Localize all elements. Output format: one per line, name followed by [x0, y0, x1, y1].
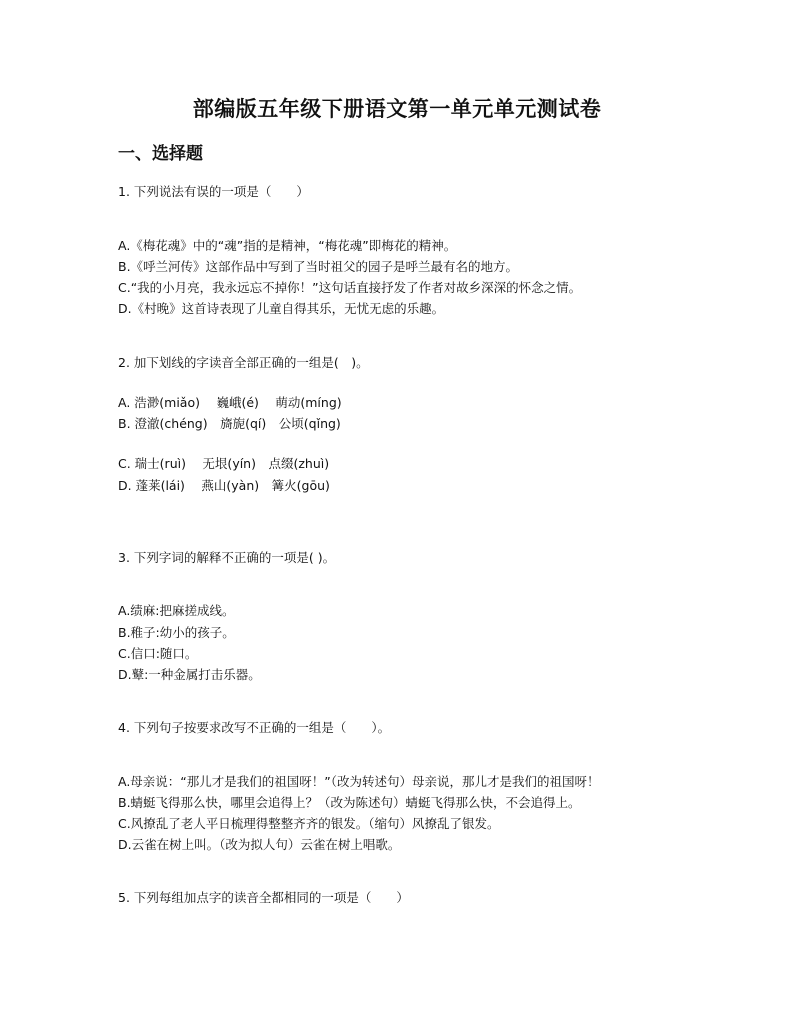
question-4-option-c: C.风撩乱了老人平日梳理得整整齐齐的银发。（缩句）风撩乱了银发。	[118, 816, 500, 831]
question-1-option-a: A.《梅花魂》中的“魂”指的是精神，“梅花魂”即梅花的精神。	[118, 238, 457, 253]
question-3-option-c: C.信口:随口。	[118, 646, 198, 661]
question-3-stem: 3. 下列字词的解释不正确的一项是( )。	[118, 550, 336, 565]
question-1-option-b: B.《呼兰河传》这部作品中写到了当时祖父的园子是呼兰最有名的地方。	[118, 259, 519, 274]
question-1-option-c: C.“我的小月亮，我永远忘不掉你！”这句话直接抒发了作者对故乡深深的怀念之情。	[118, 280, 582, 295]
question-4-option-b: B.蜻蜓飞得那么快，哪里会追得上？（改为陈述句）蜻蜓飞得那么快，不会追得上。	[118, 795, 581, 810]
question-2-option-a: A. 浩渺(miǎo) 巍峨(é) 萌动(míng)	[118, 395, 342, 410]
page-title: 部编版五年级下册语文第一单元单元测试卷	[192, 96, 602, 121]
question-5-stem: 5. 下列每组加点字的读音全都相同的一项是（ ）	[118, 890, 409, 905]
question-4-stem: 4. 下列句子按要求改写不正确的一组是（ ）。	[118, 720, 391, 735]
section-heading: 一、选择题	[118, 144, 203, 164]
question-3-option-a: A.绩麻:把麻搓成线。	[118, 603, 235, 618]
question-4-option-a: A.母亲说：“那儿才是我们的祖国呀！”（改为转述句）母亲说，那儿才是我们的祖国呀！	[118, 774, 600, 789]
question-1-option-d: D.《村晚》这首诗表现了儿童自得其乐，无忧无虑的乐趣。	[118, 301, 445, 316]
question-3-option-d: D.鼙:一种金属打击乐器。	[118, 667, 261, 682]
question-4-option-d: D.云雀在树上叫。（改为拟人句）云雀在树上唱歌。	[118, 837, 401, 852]
question-1-stem: 1. 下列说法有误的一项是（ ）	[118, 184, 309, 199]
question-2-option-d: D. 蓬莱(lái) 燕山(yàn) 篝火(gōu)	[118, 478, 330, 493]
question-2-stem: 2. 加下划线的字读音全部正确的一组是( )。	[118, 355, 369, 370]
question-2-option-c: C. 瑞士(ruì) 无垠(yín) 点缀(zhuì)	[118, 456, 330, 471]
question-3-option-b: B.稚子:幼小的孩子。	[118, 625, 235, 640]
question-2-option-b: B. 澄澈(chéng) 旖旎(qí) 公顷(qǐng)	[118, 416, 341, 431]
